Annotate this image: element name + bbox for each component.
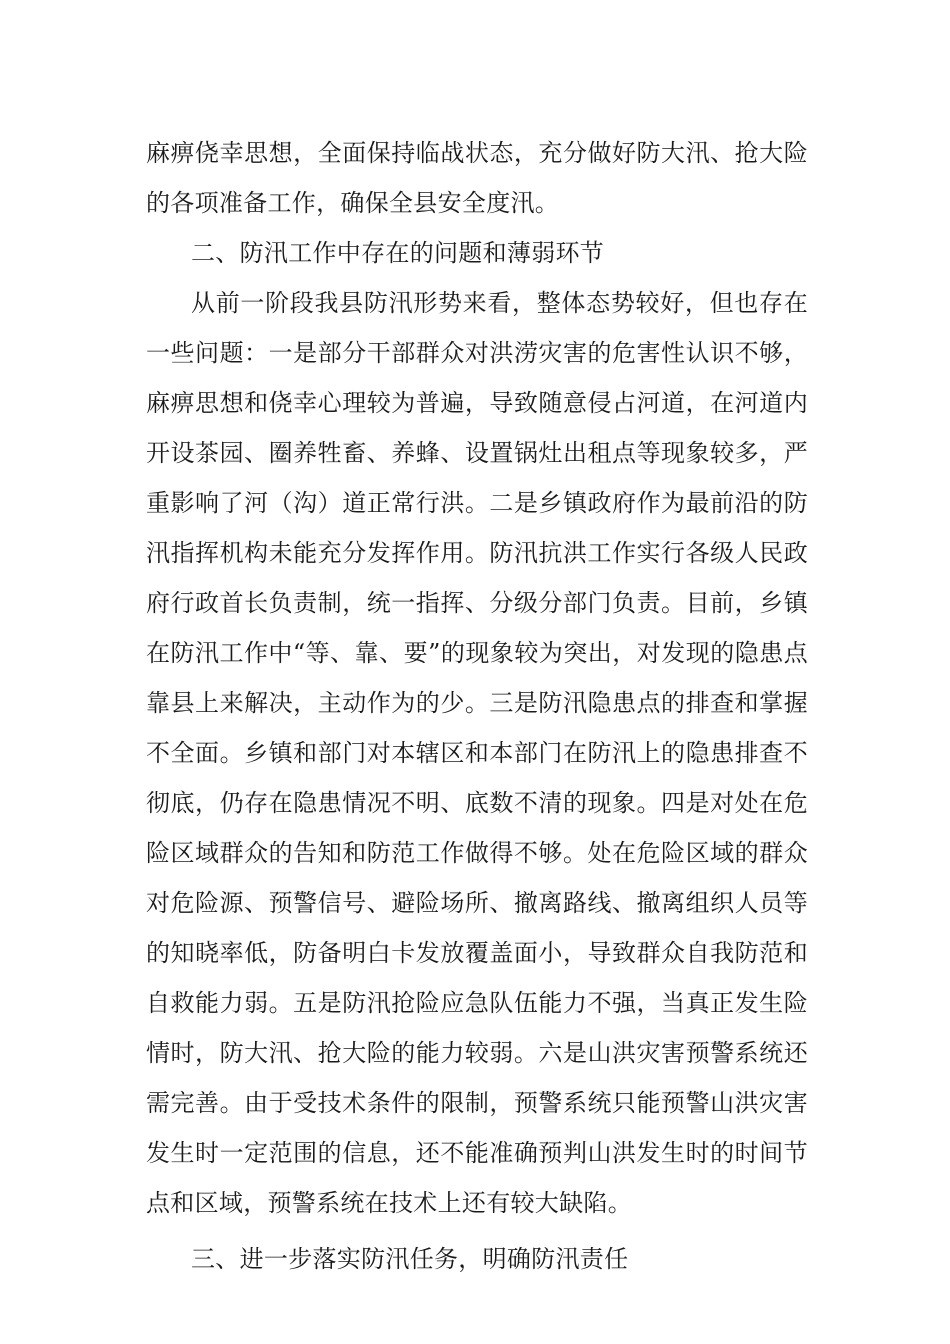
section-heading-3: 三、进一步落实防汛任务，明确防汛责任 bbox=[191, 1245, 629, 1273]
document-body bbox=[146, 128, 808, 1284]
section-heading-2: 二、防汛工作中存在的问题和薄弱环节 bbox=[191, 239, 605, 267]
paragraph-continued: 麻痹侥幸思想，全面保持临战状态，充分做好防大汛、抢大险的各项准备工作，确保全县安全度汛。 bbox=[146, 139, 808, 217]
paragraph-issues: 从前一阶段我县防汛形势来看，整体态势较好，但也存在一些问题：一是部分干部群众对洪涝灾害的危害性认识不够，麻痹思想和侥幸心理较为普遍，导致随意侵占河道，在河道内开设茶园、圈养牲畜、养蜂、设置锅灶出租点等现象较多，严重影响了河（沟）道正常行洪。二是乡镇政府作为最前沿的防汛指挥机构未能充分发挥作用。防汛抗洪工作实行各级人民政府行政首长负责制，统一指挥、分级分部门负责。目前，乡镇在防汛工作中“等、靠、要”的现象较为突出，对发现的隐患点靠县上来解决，主动作为的少。三是防汛隐患点的排查和掌握不全面。乡镇和部门对本辖区和本部门在防汛上的隐患排查不彻底，仍存在隐患情况不明、底数不清的现象。四是对处在危险区域群众的告知和防范工作做得不够。处在危险区域的群众对危险源、预警信号、避险场所、撤离路线、撤离组织人员等的知晓率低，防备明白卡发放覆盖面小，导致群众自我防范和自救能力弱。五是防汛抢险应急队伍能力不强，当真正发生险情时，防大汛、抢大险的能力较弱。六是山洪灾害预警系统还需完善。由于受技术条件的限制，预警系统只能预警山洪灾害发生时一定范围的信息，还不能准确预判山洪发生时的时间节点和区域，预警系统在技术上还有较大缺陷。 bbox=[146, 289, 808, 1217]
